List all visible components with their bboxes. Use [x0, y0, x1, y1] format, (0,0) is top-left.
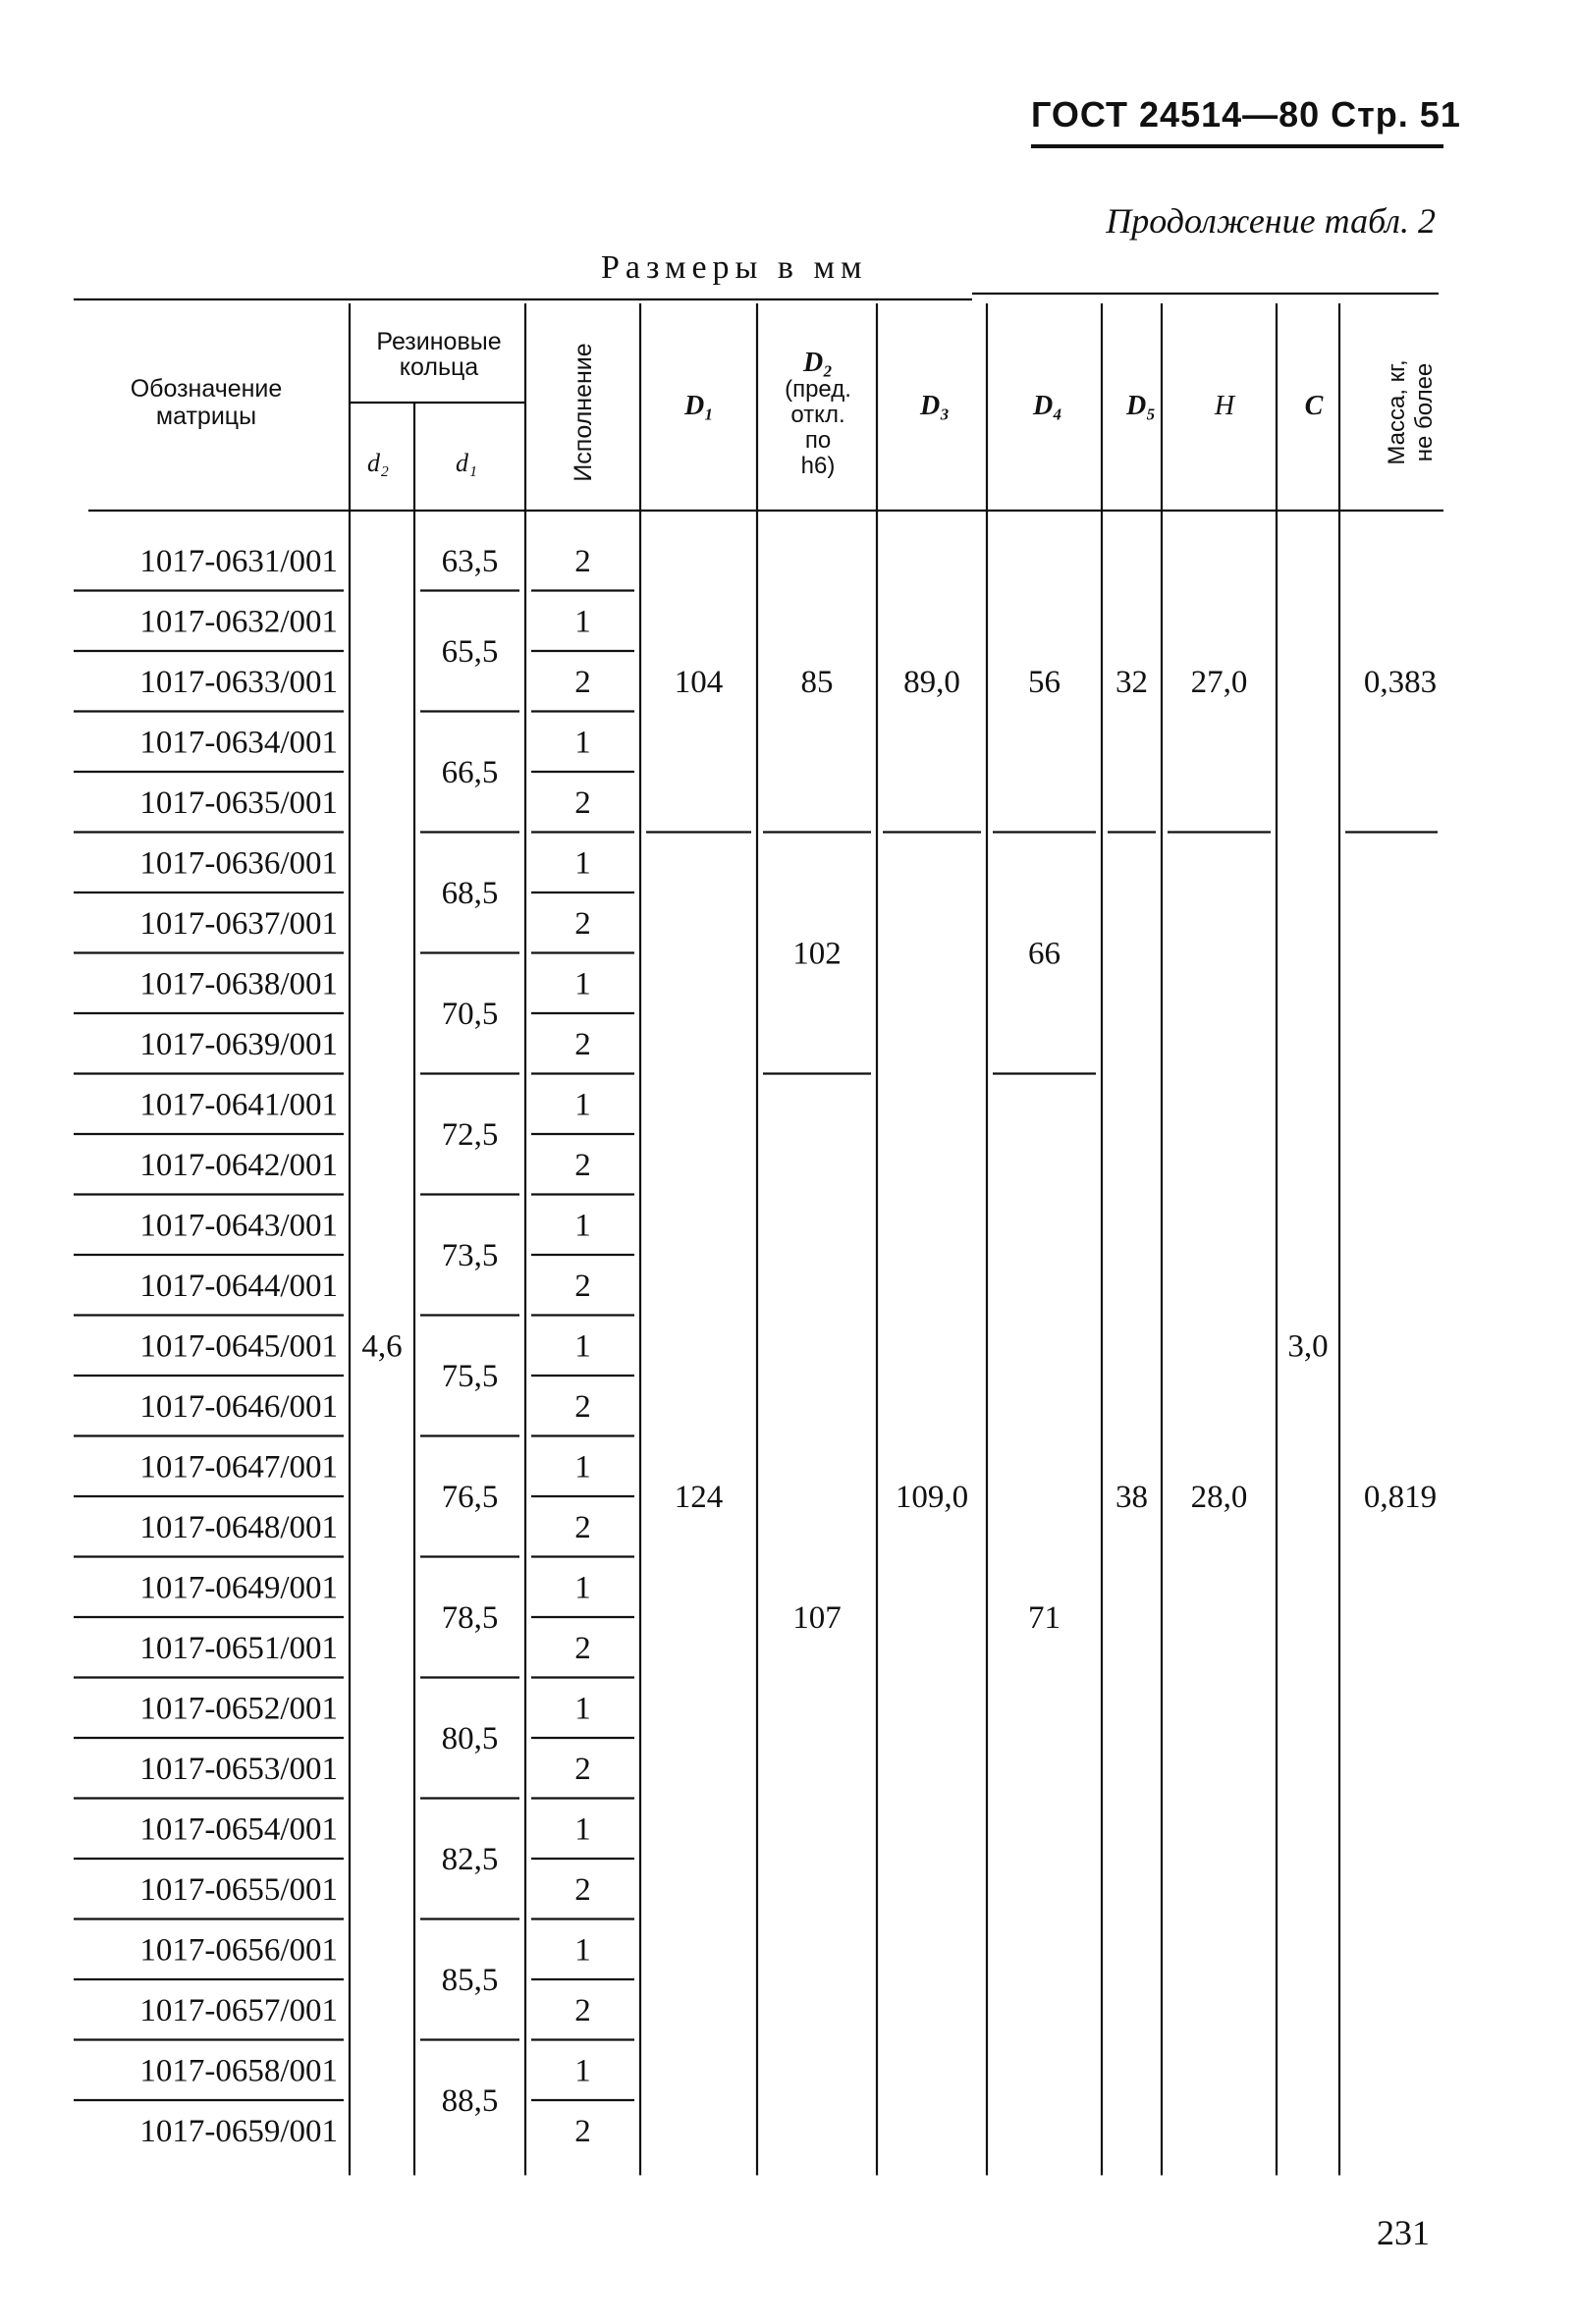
d1-value: 75,5	[441, 1359, 499, 1394]
H-value: 27,0	[1190, 664, 1248, 700]
version-cell: 1	[574, 845, 591, 882]
D5-value: 38	[1115, 1480, 1148, 1515]
designation-cell: 1017-0659/001	[139, 2113, 338, 2149]
header-designation-line1: Обозначение матрицы	[130, 375, 283, 430]
designation-cell: 1017-0634/001	[139, 725, 338, 761]
designation-cell: 1017-0648/001	[139, 1509, 338, 1545]
C-value: 3,0	[1287, 1328, 1329, 1365]
D3-value: 109,0	[895, 1480, 969, 1515]
version-cell: 2	[574, 1630, 591, 1666]
version-cell: 1	[574, 604, 591, 640]
d1-value: 78,5	[441, 1600, 499, 1636]
designation-cell: 1017-0641/001	[139, 1087, 338, 1123]
designation-cell: 1017-0646/001	[139, 1388, 338, 1425]
D3-value: 89,0	[903, 664, 960, 700]
page-number: 231	[1377, 2213, 1430, 2252]
designation-cell: 1017-0642/001	[139, 1147, 338, 1183]
version-cell: 1	[574, 1208, 591, 1244]
version-cell: 1	[574, 1570, 591, 1606]
designation-cell: 1017-0651/001	[139, 1630, 338, 1666]
header-d1: d₁	[455, 449, 478, 477]
version-cell: 2	[574, 1147, 591, 1183]
header-d2: d₂	[366, 449, 390, 477]
designation-cell: 1017-0656/001	[139, 1932, 338, 1969]
d1-value: 80,5	[441, 1721, 499, 1757]
H-value: 28,0	[1190, 1480, 1248, 1515]
header-rings-group: Резиновые кольца	[376, 328, 502, 381]
d1-value: 73,5	[441, 1238, 499, 1273]
version-cell: 2	[574, 543, 591, 579]
units-caption: Размеры в мм	[601, 249, 868, 286]
designation-cell: 1017-0635/001	[139, 784, 338, 821]
header-C: C	[1304, 391, 1324, 421]
version-cell: 2	[574, 1026, 591, 1062]
version-cell: 1	[574, 1811, 591, 1848]
d1-value: 70,5	[441, 997, 499, 1032]
header-D2-note: (пред. откл. по h6)	[785, 376, 851, 479]
version-cell: 1	[574, 1328, 591, 1365]
version-cell: 2	[574, 1509, 591, 1545]
version-cell: 1	[574, 1087, 591, 1123]
version-cell: 2	[574, 1751, 591, 1787]
D1-value: 104	[674, 664, 724, 700]
d2-value: 4,6	[361, 1328, 403, 1365]
standard-header: ГОСТ 24514—80 Стр. 51	[1031, 94, 1461, 135]
designation-cell: 1017-0652/001	[139, 1691, 338, 1727]
header-version: Исполнение	[570, 343, 597, 482]
header-D2: D₂	[803, 348, 833, 378]
designation-cell: 1017-0655/001	[139, 1871, 338, 1908]
d1-value: 63,5	[441, 543, 499, 579]
designation-cell: 1017-0644/001	[139, 1268, 338, 1304]
header-H: H	[1214, 391, 1235, 421]
designation-cell: 1017-0649/001	[139, 1570, 338, 1606]
D4-value: 66	[1028, 936, 1061, 972]
d1-value: 85,5	[441, 1963, 499, 1998]
version-cell: 1	[574, 966, 591, 1002]
header-mass: Масса, кг,не более	[1384, 359, 1438, 465]
mass-value: 0,383	[1363, 664, 1438, 700]
d1-value: 65,5	[441, 634, 499, 670]
designation-cell: 1017-0647/001	[139, 1449, 338, 1486]
version-cell: 1	[574, 1932, 591, 1969]
table-header	[131, 328, 1438, 482]
header-D3: D₃	[920, 391, 950, 421]
designation-cell: 1017-0633/001	[139, 664, 338, 700]
designation-cell: 1017-0632/001	[139, 604, 338, 640]
version-cell: 2	[574, 1388, 591, 1425]
version-cell: 2	[574, 905, 591, 942]
D1-value: 124	[674, 1480, 724, 1515]
version-cell: 1	[574, 2053, 591, 2089]
version-cell: 2	[574, 784, 591, 821]
d1-value: 68,5	[441, 876, 499, 911]
header-D5: D₅	[1126, 391, 1156, 421]
version-cell: 2	[574, 1992, 591, 2028]
designation-cell: 1017-0653/001	[139, 1751, 338, 1787]
d1-value: 82,5	[441, 1842, 499, 1877]
version-cell: 2	[574, 1268, 591, 1304]
D2-value: 107	[792, 1600, 842, 1636]
designation-cell: 1017-0643/001	[139, 1208, 338, 1244]
version-cell: 2	[574, 1871, 591, 1908]
designation-cell: 1017-0631/001	[139, 543, 338, 579]
table-body	[139, 544, 1437, 2149]
header-D1: D₁	[684, 391, 714, 421]
D2-value: 85	[800, 664, 834, 700]
designation-cell: 1017-0636/001	[139, 845, 338, 882]
d1-value: 66,5	[441, 755, 499, 790]
version-cell: 2	[574, 2113, 591, 2149]
d1-value: 72,5	[441, 1117, 499, 1153]
designation-cell: 1017-0657/001	[139, 1992, 338, 2028]
D2-value: 102	[792, 936, 842, 972]
version-cell: 1	[574, 1449, 591, 1486]
D5-value: 32	[1115, 664, 1148, 700]
designation-cell: 1017-0658/001	[139, 2053, 338, 2089]
designation-cell: 1017-0654/001	[139, 1811, 338, 1848]
version-cell: 2	[574, 664, 591, 700]
d1-value: 76,5	[441, 1480, 499, 1515]
designation-cell: 1017-0637/001	[139, 905, 338, 942]
header-D4: D₄	[1033, 391, 1062, 421]
mass-value: 0,819	[1363, 1480, 1438, 1515]
D4-value: 56	[1028, 664, 1061, 700]
table-continuation-note: Продолжение табл. 2	[1106, 201, 1436, 241]
D4-value: 71	[1028, 1600, 1061, 1636]
designation-cell: 1017-0638/001	[139, 966, 338, 1002]
designation-cell: 1017-0645/001	[139, 1328, 338, 1365]
designation-cell: 1017-0639/001	[139, 1026, 338, 1062]
d1-value: 88,5	[441, 2083, 499, 2119]
version-cell: 1	[574, 1691, 591, 1727]
version-cell: 1	[574, 725, 591, 761]
